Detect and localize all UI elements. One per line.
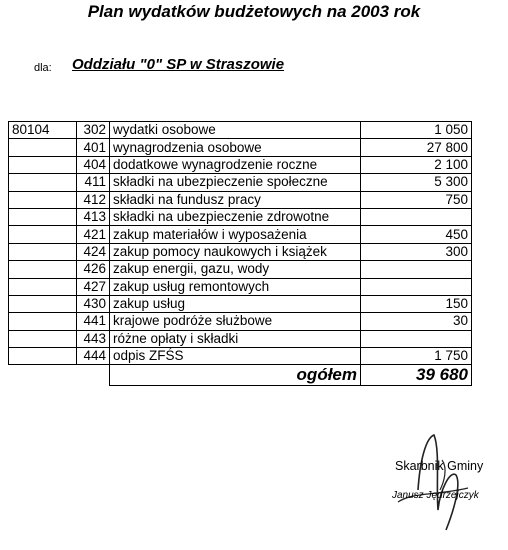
- section-code-cell: [9, 313, 77, 330]
- total-row: [9, 365, 472, 386]
- amount-cell: 1 050: [361, 122, 472, 139]
- paragraph-code-cell: 444: [77, 348, 110, 365]
- paragraph-code-cell: 441: [77, 313, 110, 330]
- table-row: [9, 313, 472, 330]
- expense-name-cell: zakup materiałów i wyposażenia: [110, 226, 361, 243]
- recipient-name: Oddziału "0" SP w Straszowie: [72, 56, 285, 73]
- expense-name-cell: zakup usług remontowych: [110, 278, 361, 295]
- signature-title: Skarbnik Gminy: [395, 459, 484, 473]
- signature-name: Janusz Jędrzejczyk: [392, 490, 479, 501]
- paragraph-code-cell: 302: [77, 122, 110, 139]
- expense-name-cell: zakup pomocy naukowych i książek: [110, 243, 361, 260]
- budget-table: [8, 121, 472, 386]
- table-row: [9, 243, 472, 260]
- expense-name-cell: składki na ubezpieczenie zdrowotne: [110, 208, 361, 225]
- paragraph-code-cell: 421: [77, 226, 110, 243]
- paragraph-code-cell: 430: [77, 295, 110, 312]
- amount-cell: [361, 278, 472, 295]
- amount-cell: 5 300: [361, 174, 472, 191]
- amount-cell: 30: [361, 313, 472, 330]
- section-code-cell: [9, 278, 77, 295]
- section-code-cell: [9, 191, 77, 208]
- amount-cell: 300: [361, 243, 472, 260]
- section-code-cell: [9, 261, 77, 278]
- paragraph-code-cell: 426: [77, 261, 110, 278]
- table-row: [9, 174, 472, 191]
- table-row: [9, 226, 472, 243]
- section-code-cell: [9, 295, 77, 312]
- paragraph-code-cell: 404: [77, 156, 110, 173]
- amount-cell: 1 750: [361, 348, 472, 365]
- amount-cell: 27 800: [361, 139, 472, 156]
- paragraph-code-cell: 401: [77, 139, 110, 156]
- total-blank-cell: [77, 365, 110, 386]
- table-row: [9, 208, 472, 225]
- table-row: [9, 156, 472, 173]
- expense-name-cell: składki na ubezpieczenie społeczne: [110, 174, 361, 191]
- table-row: [9, 348, 472, 365]
- total-blank-cell: [9, 365, 77, 386]
- amount-cell: [361, 208, 472, 225]
- section-code-cell: [9, 139, 77, 156]
- table-row: [9, 295, 472, 312]
- expense-name-cell: odpis ZFŚS: [110, 348, 361, 365]
- section-code-cell: [9, 243, 77, 260]
- table-row: [9, 139, 472, 156]
- section-code-cell: [9, 208, 77, 225]
- table-row: [9, 122, 472, 139]
- section-code-cell: [9, 348, 77, 365]
- table-row: [9, 278, 472, 295]
- amount-cell: [361, 330, 472, 347]
- expense-name-cell: wynagrodzenia osobowe: [110, 139, 361, 156]
- expense-name-cell: zakup usług: [110, 295, 361, 312]
- section-code-cell: [9, 174, 77, 191]
- amount-cell: [361, 261, 472, 278]
- expense-name-cell: krajowe podróże służbowe: [110, 313, 361, 330]
- section-code-cell: 80104: [9, 122, 77, 139]
- table-row: [9, 330, 472, 347]
- table-row: [9, 191, 472, 208]
- amount-cell: 750: [361, 191, 472, 208]
- expense-name-cell: dodatkowe wynagrodzenie roczne: [110, 156, 361, 173]
- section-code-cell: [9, 226, 77, 243]
- expense-name-cell: zakup energii, gazu, wody: [110, 261, 361, 278]
- document-title: Plan wydatków budżetowych na 2003 rok: [87, 2, 421, 21]
- paragraph-code-cell: 424: [77, 243, 110, 260]
- paragraph-code-cell: 411: [77, 174, 110, 191]
- total-label: ogółem: [110, 365, 361, 386]
- amount-cell: 450: [361, 226, 472, 243]
- paragraph-code-cell: 413: [77, 208, 110, 225]
- amount-cell: 2 100: [361, 156, 472, 173]
- amount-cell: 150: [361, 295, 472, 312]
- section-code-cell: [9, 330, 77, 347]
- expense-name-cell: wydatki osobowe: [110, 122, 361, 139]
- paragraph-code-cell: 443: [77, 330, 110, 347]
- recipient-label: dla:: [34, 62, 52, 74]
- expense-name-cell: różne opłaty i składki: [110, 330, 361, 347]
- paragraph-code-cell: 427: [77, 278, 110, 295]
- table-row: [9, 261, 472, 278]
- section-code-cell: [9, 156, 77, 173]
- handwritten-signature: [378, 430, 488, 535]
- budget-table-body: [9, 122, 472, 365]
- paragraph-code-cell: 412: [77, 191, 110, 208]
- total-value: 39 680: [361, 365, 472, 386]
- expense-name-cell: składki na fundusz pracy: [110, 191, 361, 208]
